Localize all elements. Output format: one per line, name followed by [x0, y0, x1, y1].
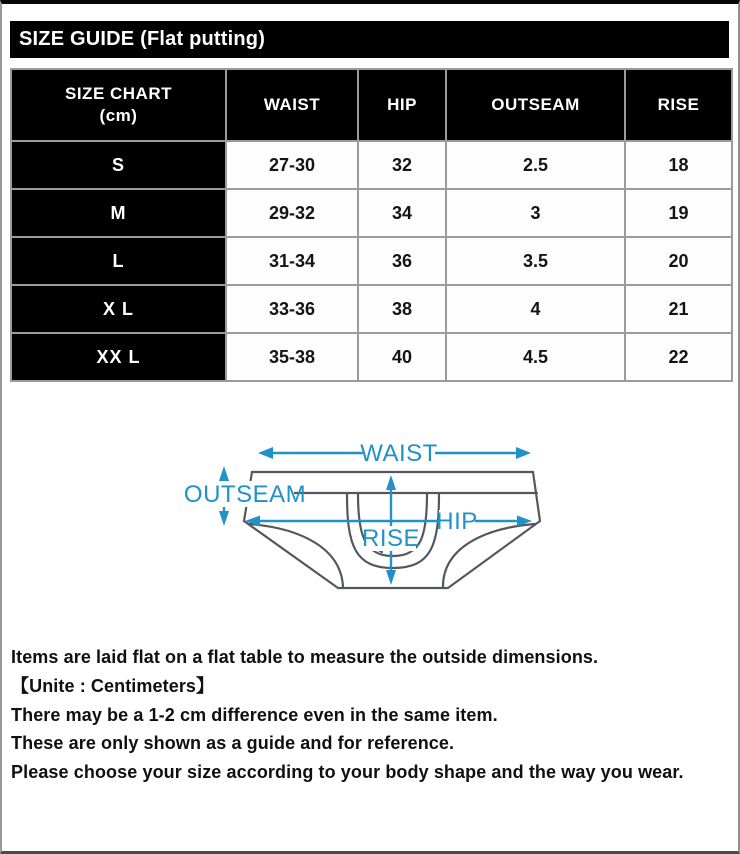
- cell-rise: 20: [625, 237, 732, 285]
- cell-rise: 22: [625, 333, 732, 381]
- cell-outseam: 4: [446, 285, 625, 333]
- cell-size: S: [11, 141, 226, 189]
- header-size-chart: [11, 69, 226, 141]
- cell-outseam: 3: [446, 189, 625, 237]
- waist-arrowhead-right: [516, 447, 531, 459]
- cell-hip: 32: [358, 141, 446, 189]
- outseam-arrowhead-up: [219, 466, 229, 481]
- cell-size: M: [11, 189, 226, 237]
- note-line: There may be a 1-2 cm difference even in the same item.: [11, 704, 498, 725]
- cell-size: L: [11, 237, 226, 285]
- note-line: These are only shown as a guide and for reference.: [11, 733, 455, 754]
- cell-waist: 29-32: [226, 189, 358, 237]
- header-outseam: OUTSEAM: [446, 69, 625, 141]
- measure-arrowheads: [219, 447, 532, 585]
- table-row: [11, 189, 732, 237]
- rise-arrowhead-up: [386, 475, 396, 490]
- header-hip: HIP: [358, 69, 446, 141]
- measurement-notes: [11, 643, 730, 787]
- cell-hip: 38: [358, 285, 446, 333]
- cell-waist: 31-34: [226, 237, 358, 285]
- header-row: [11, 69, 732, 141]
- cell-outseam: 2.5: [446, 141, 625, 189]
- cell-rise: 21: [625, 285, 732, 333]
- cell-waist: 35-38: [226, 333, 358, 381]
- header-size-chart-line2: (cm): [99, 106, 138, 125]
- note-line: Please choose your size according to your body shape and the way you wear.: [11, 762, 684, 783]
- cell-outseam: 4.5: [446, 333, 625, 381]
- size-chart-table: [10, 68, 733, 382]
- cell-outseam: 3.5: [446, 237, 625, 285]
- header-rise: RISE: [625, 69, 732, 141]
- briefs-diagram-svg: [2, 430, 740, 608]
- page-title: SIZE GUIDE (Flat putting): [10, 21, 729, 58]
- cell-rise: 18: [625, 141, 732, 189]
- table-row: [11, 333, 732, 381]
- rise-label: RISE: [361, 525, 421, 552]
- cell-size: XX L: [11, 333, 226, 381]
- cell-hip: 34: [358, 189, 446, 237]
- cell-hip: 36: [358, 237, 446, 285]
- cell-size: X L: [11, 285, 226, 333]
- header-waist: WAIST: [226, 69, 358, 141]
- note-line: 【Unite : Centimeters】: [11, 675, 215, 696]
- outseam-arrowhead-down: [219, 511, 229, 526]
- cell-waist: 27-30: [226, 141, 358, 189]
- table-header: [11, 69, 732, 141]
- header-size-chart-line1: SIZE CHART: [65, 84, 172, 103]
- note-line: Items are laid flat on a flat table to measure the outside dimensions.: [11, 647, 599, 667]
- cell-rise: 19: [625, 189, 732, 237]
- table-row: [11, 141, 732, 189]
- outseam-label: OUTSEAM: [183, 481, 307, 508]
- measurement-diagram: [2, 430, 738, 610]
- cell-waist: 33-36: [226, 285, 358, 333]
- table-row: [11, 285, 732, 333]
- waist-arrowhead-left: [258, 447, 273, 459]
- hip-label: HIP: [436, 508, 478, 535]
- waist-label: WAIST: [360, 440, 438, 467]
- table-row: [11, 237, 732, 285]
- cell-hip: 40: [358, 333, 446, 381]
- rise-arrowhead-down: [386, 570, 396, 585]
